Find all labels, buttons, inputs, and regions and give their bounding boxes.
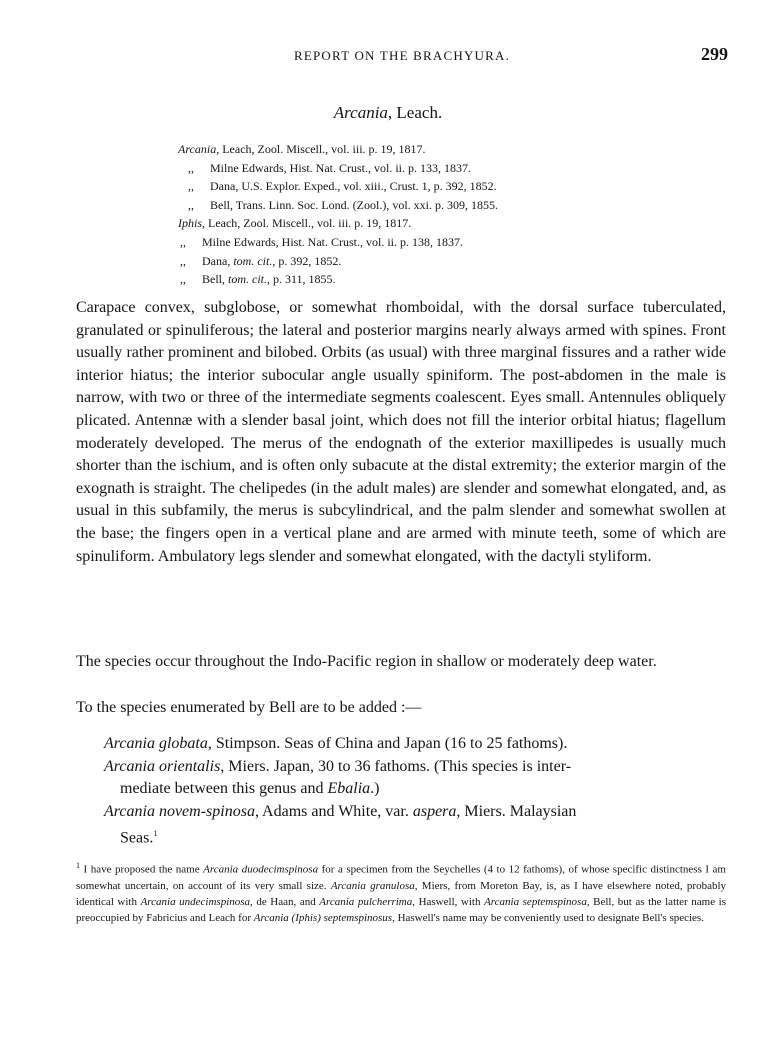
intro-paragraph: To the species enumerated by Bell are to be added :— <box>76 699 422 716</box>
synonymy-entry: ,, Bell, Trans. Linn. Soc. Lond. (Zool.), vol. xxi. p. 309, 1855. <box>178 196 498 215</box>
species-name: Arcania globata <box>104 735 208 752</box>
ditto-mark: ,, <box>180 272 186 287</box>
ditto-mark: ,, <box>180 234 186 249</box>
ditto-mark: ,, <box>188 197 194 212</box>
footnote: $^1$ I have proposed the name Arcania duodecimspinosa for a specimen from the Seychelles (4 to 12 fathoms), of whose specific distinctness I am somewhat uncertain, on account of its very small size. Arcania granulosa, Miers, from Moreton Bay, is, as I have elsewhere noted, probably identical with Arcania undecimspinosa, de Haan, and Arcania pulcherrima, Haswell, with Arcania septemspinosa, Bell, but as the latter name is preoccupied by Fabricius and Leach for Arcania (Iphis) septemspinosus, Haswell's name may be conveniently used to designate Bell's species. <box>76 861 727 924</box>
synonymy-entry: ,, Bell, tom. cit., p. 311, 1855. <box>178 270 498 289</box>
footnote-marker: 1 <box>76 861 80 870</box>
description-paragraph: Carapace convex, subglobose, or somewhat rhomboidal, with the dorsal surface tuberculated, granulated or spinuliferous; the lateral and posterior margins nearly always armed with spines. Front usually rather prominent and bilobed. Orbits (as usual) with three marginal fissures and a rather wide interior hiatus; the interior subocular angle usually spiniform. The post-abdomen in the male is narrow, with two or three of the intermediate segments coalescent. Eyes small. Antennules obliquely plicated. Antennæ with a slender basal joint, which does not fill the interior orbital hiatus; flagellum moderately developed. The merus of the endognath of the exterior maxillipedes is usually much shorter than the ischium, and is often only subacute at the distal extremity; the exterior margin of the exognath is straight. The chelipedes (in the adult males) are slender and somewhat elongated, and, as usual in this subfamily, the merus is subcylindrical, and the palm slender and somewhat swollen at the base; the fingers open in a vertical plane and are armed with minute teeth, some of which are spinuliform. Ambulatory legs slender and somewhat elongated, with the dactyli styliform. <box>76 299 726 565</box>
species-list <box>104 733 726 850</box>
species-name: Arcania novem-spinosa <box>104 802 255 820</box>
page-header <box>76 44 728 68</box>
genus-author: , Leach. <box>387 103 443 122</box>
species-entry: Arcania novem-spinosa, Adams and White, var. aspera, Miers. Malaysian Seas.$^1$ <box>104 802 577 847</box>
ditto-mark: ,, <box>188 179 194 194</box>
species-entry: Arcania globata, Stimpson. Seas of China and Japan (16 to 25 fathoms). <box>104 735 568 752</box>
genus-name: Arcania <box>333 103 388 122</box>
species-name: Arcania orientalis <box>104 757 221 775</box>
footnote-ref[interactable]: 1 <box>153 829 158 839</box>
ditto-mark: ,, <box>188 160 194 175</box>
synonymy-entry: ,, Milne Edwards, Hist. Nat. Crust., vol. ii. p. 133, 1837. <box>178 159 498 178</box>
page-number: 299 <box>701 44 728 64</box>
synonymy-list <box>178 140 498 289</box>
synonymy-entry: Arcania, Leach, Zool. Miscell., vol. iii. p. 19, 1817. <box>178 142 426 156</box>
ditto-mark: ,, <box>180 253 186 268</box>
synonymy-entry: Iphis, Leach, Zool. Miscell., vol. iii. p. 19, 1817. <box>178 216 412 231</box>
synonymy-entry: ,, Dana, U.S. Explor. Exped., vol. xiii., Crust. 1, p. 392, 1852. <box>178 177 498 196</box>
species-entry: Arcania orientalis, Miers. Japan, 30 to 36 fathoms. (This species is inter- mediate between this genus and Ebalia.) <box>104 757 572 798</box>
distribution-paragraph: The species occur throughout the Indo-Pacific region in shallow or moderately deep water. <box>76 653 657 670</box>
genus-heading <box>0 103 776 123</box>
running-head: REPORT ON THE BRACHYURA. <box>293 48 511 63</box>
synonymy-entry: ,, Dana, tom. cit., p. 392, 1852. <box>178 252 498 271</box>
synonymy-entry: ,, Milne Edwards, Hist. Nat. Crust., vol. ii. p. 138, 1837. <box>178 233 498 252</box>
